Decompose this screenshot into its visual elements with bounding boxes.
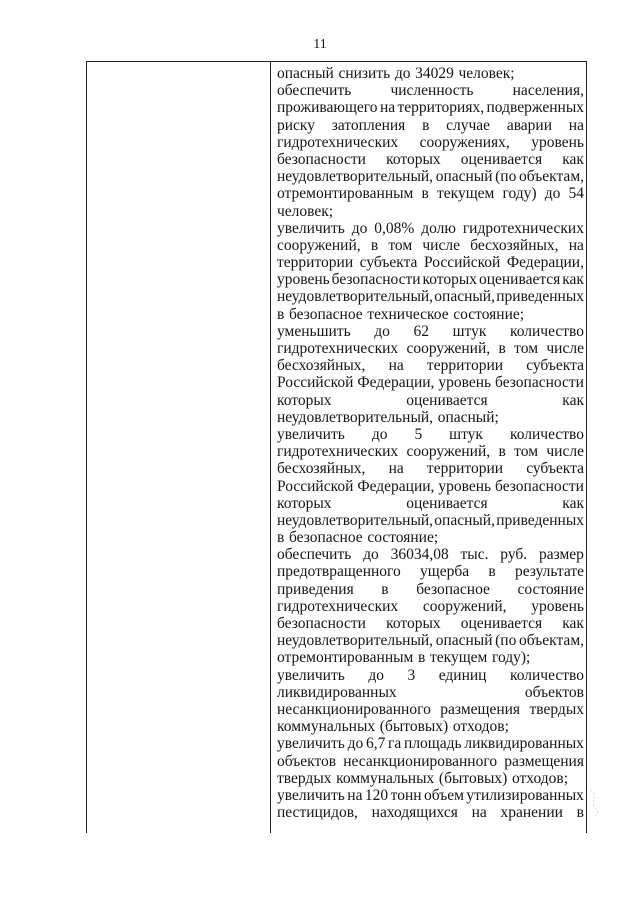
text-line (277, 288, 584, 305)
text-line (277, 546, 584, 563)
word: опасный (277, 65, 334, 82)
text-line (277, 563, 584, 580)
word: 6,7 (365, 735, 386, 753)
word: тыс. (460, 546, 489, 564)
word: которых (422, 271, 478, 289)
word: в (418, 649, 426, 667)
word: опасный (435, 168, 493, 186)
word: в (498, 443, 506, 461)
word: объектам, (519, 632, 584, 650)
text-line (277, 529, 584, 546)
text-line (277, 357, 584, 374)
word: на (347, 786, 363, 804)
word: как (562, 150, 584, 168)
word: безопасности (495, 374, 584, 392)
text-line (277, 409, 584, 426)
text-line (277, 787, 584, 804)
text-line (277, 134, 584, 151)
word: человек; (277, 202, 334, 220)
word: 3 (407, 666, 416, 684)
page-number: 11 (313, 37, 327, 52)
text-line (277, 117, 584, 134)
word: безопасное (288, 529, 363, 547)
word: числе (422, 236, 460, 254)
word: (по (495, 632, 517, 650)
word: территориях, (397, 99, 485, 117)
word: 5 (414, 425, 423, 443)
word: хранении (500, 804, 563, 822)
word: руб. (500, 546, 528, 564)
word: площадь (404, 735, 462, 753)
word: сооружений, (277, 236, 361, 254)
word: в (370, 236, 379, 254)
word: безопасности (277, 150, 366, 168)
word: как (562, 494, 584, 512)
word: сооружениях, (419, 133, 510, 151)
word: году) (502, 185, 537, 203)
word: обеспечить (277, 546, 352, 564)
word: отремонтированным (277, 185, 414, 203)
text-line (277, 237, 584, 254)
word: гидротехнических (277, 443, 399, 461)
word: 36034,08 (390, 546, 449, 564)
word: подверженных (486, 99, 584, 117)
word: до (351, 219, 368, 237)
word: состояние; (453, 305, 525, 323)
word: опасный, (434, 288, 495, 306)
text-line (277, 340, 584, 357)
word: увеличить (277, 735, 345, 753)
word: бесхозяйных, (277, 357, 366, 375)
text-line (277, 478, 584, 495)
text-line (277, 632, 584, 649)
text-line (277, 99, 584, 116)
text-line (277, 649, 584, 666)
word: до (374, 322, 390, 340)
word: сооружений, (422, 597, 507, 615)
word: снизить (338, 65, 391, 82)
word: коммунальных (277, 718, 376, 736)
word: которых (277, 391, 332, 409)
word: 62 (413, 322, 429, 340)
word: 54 (568, 185, 584, 203)
word: оценивается (406, 391, 488, 409)
text-line (277, 323, 584, 340)
word: которых (386, 150, 441, 168)
text-line (277, 220, 584, 237)
word: в (277, 305, 285, 323)
word: обеспечить (277, 82, 352, 100)
word: состояние; (367, 529, 439, 547)
word: предотвращенного (277, 563, 401, 581)
word: до (394, 65, 411, 82)
text-line (277, 598, 584, 615)
word: человек; (458, 65, 515, 82)
word: численность (390, 82, 474, 100)
word: объектов (277, 752, 337, 770)
word: ликвидированных (277, 683, 397, 701)
word: увеличить (277, 219, 345, 237)
word: размещения (504, 752, 584, 770)
word: неудовлетворительный, (277, 288, 434, 306)
word: пестицидов, (277, 804, 358, 822)
word: гидротехнических (277, 133, 399, 151)
word: (по (495, 168, 517, 186)
word: оценивается (406, 494, 488, 512)
word: как (562, 391, 584, 409)
word: как (562, 615, 584, 632)
word: до (544, 185, 561, 203)
word: опасный, (434, 511, 495, 529)
word: оценивается (460, 615, 543, 632)
word: безопасности (331, 271, 421, 289)
word: текущем (429, 649, 488, 667)
word: увеличить (277, 666, 345, 684)
text-line (277, 426, 584, 443)
text-line (277, 615, 584, 632)
word: в (488, 563, 496, 581)
word: приведения (277, 580, 354, 598)
word: территории (426, 460, 504, 478)
word: твердых (529, 700, 584, 718)
word: которых (386, 615, 441, 632)
word: безопасное (416, 580, 490, 598)
word: увеличить (277, 786, 345, 804)
word: утилизированных (466, 786, 584, 804)
word: штук (452, 322, 487, 340)
word: сооружений, (406, 340, 491, 357)
word: Федерации, (506, 254, 584, 272)
word: субъекта (526, 460, 584, 478)
text-line (277, 581, 584, 598)
text-line (277, 392, 584, 409)
word: долю (421, 219, 456, 237)
word: безопасности (277, 615, 366, 632)
word: несанкционированного (343, 752, 498, 770)
text-line (277, 254, 584, 271)
word: в (381, 580, 389, 598)
word: как (562, 271, 584, 289)
word: состояние (517, 580, 584, 598)
text-line (277, 443, 584, 460)
word: до (347, 735, 364, 753)
word: неудовлетворительный, (277, 511, 434, 529)
word: неудовлетворительный, (277, 632, 434, 650)
word: в (421, 185, 429, 203)
word: отремонтированным (277, 649, 414, 667)
word: га (388, 735, 402, 753)
word: на (388, 357, 404, 375)
word: риску (277, 116, 315, 134)
word: неудовлетворительный, (277, 168, 434, 186)
word: том (388, 236, 413, 254)
word: находящихся (371, 804, 458, 822)
text-line (277, 65, 584, 82)
word: оценивается (478, 271, 561, 289)
word: бесхозяйных, (277, 460, 366, 478)
word: на (568, 236, 584, 254)
word: том (514, 443, 539, 461)
word: до (363, 546, 379, 564)
word: единиц (438, 666, 487, 684)
word: проживающего (277, 99, 378, 117)
word: техническое (367, 305, 449, 323)
table-cell-text (277, 65, 584, 821)
word: на (471, 804, 487, 822)
word: объектов (524, 683, 584, 701)
word: размещения (440, 700, 521, 718)
text-line (277, 306, 584, 323)
text-line (277, 185, 584, 202)
word: уровень (438, 374, 492, 392)
text-line (277, 718, 584, 735)
word: отходов; (452, 718, 509, 736)
word: опасный; (437, 408, 499, 426)
text-line (277, 460, 584, 477)
word: в (277, 529, 285, 547)
word: увеличить (277, 425, 345, 443)
word: объем (424, 786, 464, 804)
word: на (568, 116, 584, 134)
word: в (422, 116, 430, 134)
word: приведенных (496, 288, 584, 306)
word: уровень (277, 271, 330, 289)
word: на (379, 99, 396, 117)
word: Федерации, (357, 477, 435, 495)
word: безопасности (495, 477, 584, 495)
word: оценивается (460, 150, 543, 168)
word: штук (449, 425, 483, 443)
word: размер (538, 546, 584, 564)
word: в (498, 340, 506, 357)
scan-artifact (586, 788, 602, 818)
word: уровень (531, 133, 584, 151)
word: гидротехнических (277, 597, 399, 615)
word: тонн (390, 786, 422, 804)
text-line (277, 667, 584, 684)
word: до (368, 666, 384, 684)
word: текущем (436, 185, 495, 203)
word: 120 (364, 786, 389, 804)
word: Российской (277, 374, 354, 392)
word: числе (546, 340, 584, 357)
word: затопления (331, 116, 406, 134)
text-line (277, 168, 584, 185)
word: том (514, 340, 539, 357)
word: числе (546, 443, 584, 461)
word: количество (509, 425, 584, 443)
text-line (277, 753, 584, 770)
word: количество (509, 666, 584, 684)
word: опасный (435, 632, 493, 650)
word: 34029 (415, 65, 454, 82)
word: Федерации, (357, 374, 435, 392)
word: уровень (438, 477, 492, 495)
text-line (277, 770, 584, 787)
word: твердых (277, 769, 332, 787)
word: до (371, 425, 388, 443)
word: территории (277, 254, 354, 272)
word: которых (277, 494, 332, 512)
word: территории (426, 357, 504, 375)
word: гидротехнических (462, 219, 584, 237)
text-line (277, 374, 584, 391)
word: объектам, (519, 168, 584, 186)
word: Российской (277, 477, 354, 495)
word: коммунальных (336, 769, 435, 787)
word: случае (446, 116, 491, 134)
word: (бытовых) (438, 769, 508, 787)
word: приведенных (496, 511, 584, 529)
word: на (388, 460, 404, 478)
text-line (277, 495, 584, 512)
text-line (277, 804, 584, 821)
word: (бытовых) (379, 718, 449, 736)
text-line (277, 735, 584, 752)
text-line (277, 271, 584, 288)
word: аварии (506, 116, 553, 134)
word: безопасное (288, 305, 363, 323)
word: ликвидированных (464, 735, 584, 753)
text-line (277, 684, 584, 701)
word: 0,08% (374, 219, 415, 237)
word: несанкционированного (277, 700, 431, 718)
word: году); (491, 649, 531, 667)
word: субъекта (359, 254, 418, 272)
word: результате (514, 563, 584, 581)
text-line (277, 203, 584, 220)
word: неудовлетворительный, (277, 408, 434, 426)
word: бесхозяйных, (470, 236, 559, 254)
text-line (277, 701, 584, 718)
word: в (576, 804, 584, 822)
word: уровень (531, 597, 584, 615)
text-line (277, 151, 584, 168)
word: населения, (512, 82, 584, 100)
text-line (277, 512, 584, 529)
word: количество (509, 322, 584, 340)
text-line (277, 82, 584, 99)
word: Российской (423, 254, 501, 272)
document-table (86, 61, 587, 833)
word: уменьшить (277, 322, 351, 340)
word: отходов; (511, 769, 569, 787)
word: ущерба (420, 563, 470, 581)
word: субъекта (526, 357, 584, 375)
word: сооружений, (406, 443, 491, 461)
word: гидротехнических (277, 340, 399, 357)
column-divider (270, 62, 271, 833)
